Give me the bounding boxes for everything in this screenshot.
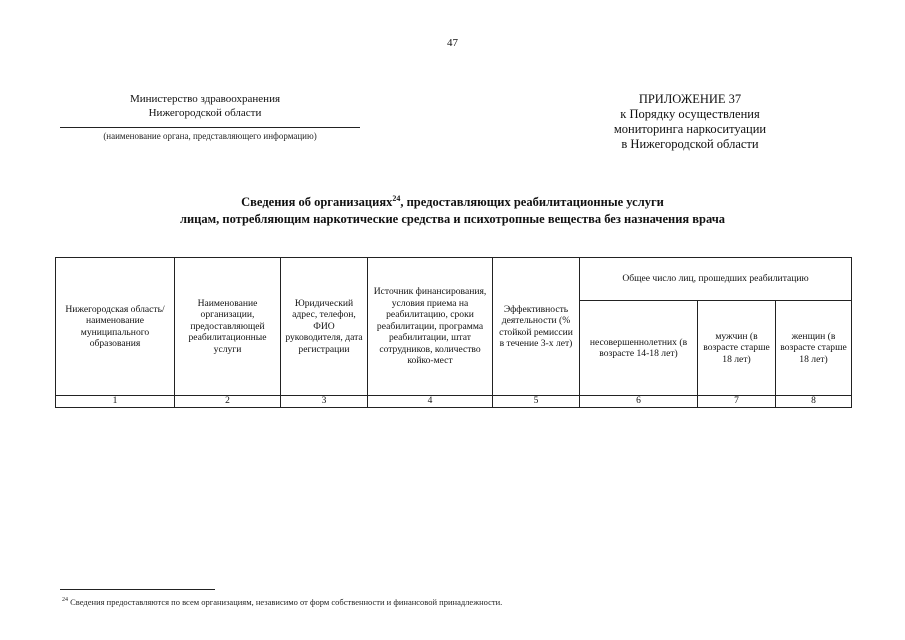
column-number: 2 — [175, 396, 281, 408]
organization-line-1: Министерство здравоохранения — [129, 93, 281, 105]
header-financing-conditions: Источник финансирования, условия приема на реабилитацию, сроки реабилитации, программа реабилитации, штат сотрудников, количество койко-мест — [368, 258, 493, 396]
page-number: 47 — [447, 37, 458, 49]
column-number: 7 — [698, 396, 776, 408]
appendix-line-3: мониторинга наркоситуации — [613, 122, 767, 136]
rehabilitation-table — [55, 257, 852, 408]
title-line-2: лицам, потребляющим наркотические средства и психотропные вещества без назначения врача — [179, 212, 726, 227]
header-men: мужчин (в возрасте старше 18 лет) — [698, 301, 776, 396]
appendix-line-2: к Порядку осуществления — [620, 107, 760, 121]
footnote-separator — [60, 589, 215, 590]
footnote — [62, 597, 862, 607]
organization-caption: (наименование органа, представляющего информацию) — [103, 131, 317, 141]
title-line-1 — [40, 190, 865, 211]
header-region: Нижегородская область/ наименование муниципального образования — [56, 258, 175, 396]
column-number: 1 — [56, 396, 175, 408]
column-number-row — [56, 396, 852, 408]
column-number: 6 — [580, 396, 698, 408]
organization-line-2: Нижегородской области — [148, 107, 262, 119]
organization-underline — [60, 127, 360, 128]
title-part-1: Сведения об организациях — [241, 195, 393, 210]
title-footnote-ref: 24 — [392, 194, 401, 203]
column-number: 8 — [776, 396, 852, 408]
header-women: женщин (в возрасте старше 18 лет) — [776, 301, 852, 396]
header-total-rehabilitated: Общее число лиц, прошедших реабилитацию — [580, 258, 852, 301]
column-number: 3 — [281, 396, 368, 408]
appendix-heading — [560, 92, 820, 152]
header-minors: несовершеннолетних (в возрасте 14-18 лет) — [580, 301, 698, 396]
header-legal-address: Юридический адрес, телефон, ФИО руководителя, дата регистрации — [281, 258, 368, 396]
header-efficiency: Эффективность деятельности (% стойкой ремиссии в течение 3-х лет) — [493, 258, 580, 396]
document-title — [40, 190, 865, 228]
header-organization-name: Наименование организации, предоставляющей реабилитационные услуги — [175, 258, 281, 396]
organization-name — [80, 92, 330, 120]
appendix-line-4: в Нижегородской области — [621, 137, 759, 151]
appendix-line-1: ПРИЛОЖЕНИЕ 37 — [638, 92, 742, 106]
footnote-ref: 24 — [62, 597, 68, 604]
column-number: 4 — [368, 396, 493, 408]
column-number: 5 — [493, 396, 580, 408]
footnote-text: Сведения предоставляются по всем организациям, независимо от форм собственности и финансовой принадлежности. — [68, 597, 503, 607]
title-part-2: , предоставляющих реабилитационные услуги — [400, 195, 664, 210]
